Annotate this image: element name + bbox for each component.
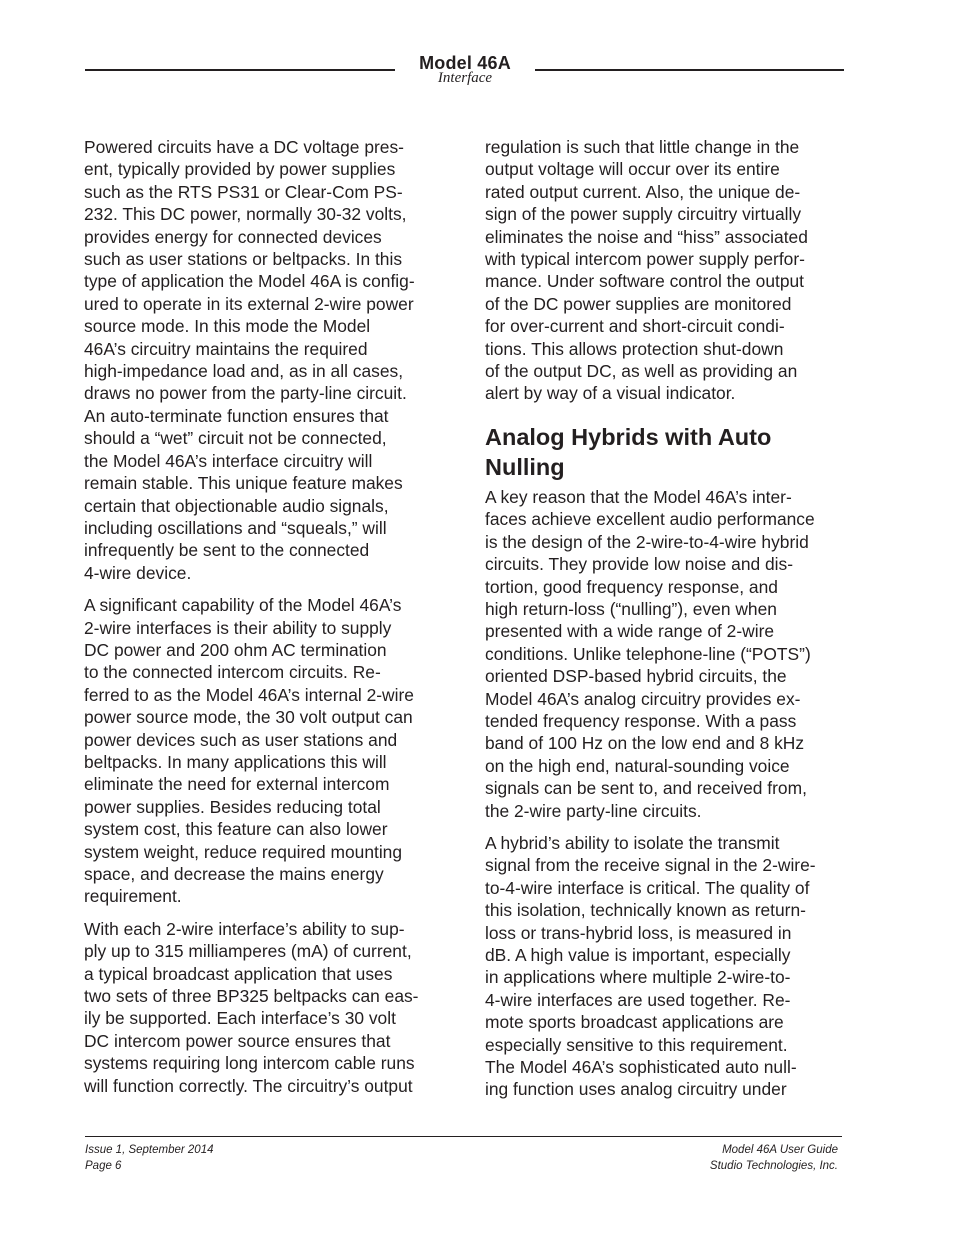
text-line: band of 100 Hz on the low end and 8 kHz — [485, 733, 805, 754]
header-model-subtitle: Interface — [437, 70, 493, 86]
text-line: such as user stations or beltpacks. In this — [84, 249, 403, 270]
text-line: ured to operate in its external 2-wire power — [84, 293, 414, 314]
text-line: 4-wire interfaces are used together. Re- — [485, 989, 791, 1010]
text-line: remain stable. This unique feature makes — [84, 473, 403, 494]
section-heading — [485, 422, 847, 482]
text-line: draws no power from the party-line circuit. — [84, 383, 407, 404]
text-line: mance. Under software control the output — [485, 271, 805, 292]
text-line: mote sports broadcast applications are — [485, 1012, 784, 1033]
text-line: power devices such as user stations and — [84, 729, 398, 750]
text-line: infrequently be sent to the connected — [84, 540, 370, 561]
text-line: system cost, this feature can also lower — [84, 819, 388, 840]
text-line: signals can be sent to, and received from, — [485, 778, 807, 799]
footer-rule — [85, 1136, 842, 1137]
text-line: The Model 46A’s sophisticated auto null- — [485, 1057, 797, 1078]
body-paragraph — [485, 832, 847, 1101]
text-line: systems requiring long intercom cable runs — [84, 1053, 415, 1074]
text-line: loss or trans-hybrid loss, is measured in — [485, 922, 792, 943]
text-line: this isolation, technically known as return- — [485, 900, 806, 921]
footer-page-number: Page 6 — [85, 1159, 122, 1172]
text-line: to-4-wire interface is critical. The quality of — [485, 877, 810, 898]
text-line: An auto-terminate function ensures that — [84, 405, 389, 426]
text-line: rated output current. Also, the unique de- — [485, 181, 801, 202]
text-line: A key reason that the Model 46A’s inter- — [485, 486, 792, 507]
text-line: ply up to 315 milliamperes (mA) of current, — [84, 941, 412, 962]
text-line: of the output DC, as well as providing an — [485, 361, 798, 382]
text-line: signal from the receive signal in the 2-wire- — [485, 855, 816, 876]
text-line: to the connected intercom circuits. Re- — [84, 662, 381, 683]
body-paragraph — [84, 136, 448, 584]
text-line: source mode. In this mode the Model — [84, 316, 371, 337]
text-line: beltpacks. In many applications this will — [84, 751, 387, 772]
text-line: for over-current and short-circuit condi- — [485, 316, 785, 337]
text-line: 232. This DC power, normally 30-32 volts, — [84, 204, 407, 225]
text-line: high-impedance load and, as in all cases, — [84, 361, 404, 382]
text-line: ing function uses analog circuitry under — [485, 1079, 787, 1100]
body-paragraph — [485, 136, 847, 405]
text-line: will function correctly. The circuitry’s output — [84, 1075, 413, 1096]
text-line: in applications where multiple 2-wire-to- — [485, 967, 791, 988]
text-line: regulation is such that little change in the — [485, 137, 800, 157]
text-line: tortion, good frequency response, and — [485, 576, 778, 597]
text-line: A hybrid’s ability to isolate the transmit — [485, 832, 780, 853]
text-line: oriented DSP-based hybrid circuits, the — [485, 666, 787, 687]
text-line: faces achieve excellent audio performance — [485, 509, 815, 530]
text-line: alert by way of a visual indicator. — [485, 383, 736, 404]
text-line: 4-wire device. — [84, 562, 192, 583]
heading-line: Analog Hybrids with Auto — [485, 423, 772, 450]
text-line: system weight, reduce required mounting — [84, 841, 403, 862]
text-line: the 2-wire party-line circuits. — [485, 800, 702, 821]
text-line: with typical intercom power supply perfor- — [485, 249, 805, 270]
text-line: the Model 46A’s interface circuitry will — [84, 450, 373, 471]
footer-right — [710, 1143, 838, 1174]
body-paragraph — [485, 486, 847, 822]
text-line: DC intercom power source ensures that — [84, 1030, 391, 1051]
header-rule-left — [85, 69, 395, 71]
text-line: sign of the power supply circuitry virtually — [485, 204, 802, 225]
text-line: a typical broadcast application that uses — [84, 963, 393, 984]
footer-issue: Issue 1, September 2014 — [85, 1144, 214, 1156]
text-line: power source mode, the 30 volt output can — [84, 707, 413, 728]
text-line: such as the RTS PS31 or Clear-Com PS- — [84, 181, 403, 202]
text-line: output voltage will occur over its entire — [485, 159, 780, 180]
footer-company: Studio Technologies, Inc. — [709, 1159, 838, 1172]
text-line: certain that objectionable audio signals, — [84, 495, 389, 516]
footer-guide-title: Model 46A User Guide — [722, 1144, 838, 1156]
header-rule-right — [535, 69, 844, 71]
text-line: type of application the Model 46A is config- — [84, 271, 415, 292]
text-line: ily be supported. Each interface’s 30 volt — [84, 1008, 396, 1029]
text-line: With each 2-wire interface’s ability to sup- — [84, 918, 405, 939]
text-line: should a “wet” circuit not be connected, — [84, 428, 387, 449]
text-line: especially sensitive to this requirement. — [485, 1034, 788, 1055]
text-line: tions. This allows protection shut-down — [485, 338, 784, 359]
text-line: requirement. — [84, 886, 182, 907]
body-paragraph — [84, 594, 448, 908]
text-line: on the high end, natural-sounding voice — [485, 755, 790, 776]
text-line: eliminates the noise and “hiss” associated — [485, 226, 808, 247]
text-line: is the design of the 2-wire-to-4-wire hybrid — [485, 531, 809, 552]
text-line: dB. A high value is important, especially — [485, 945, 791, 965]
text-line: Model 46A’s analog circuitry provides ex- — [485, 688, 801, 709]
text-line: eliminate the need for external intercom — [84, 774, 390, 795]
text-line: tended frequency response. With a pass — [485, 710, 797, 731]
text-line: space, and decrease the mains energy — [84, 864, 384, 884]
text-line: A significant capability of the Model 46A’s — [84, 595, 402, 616]
text-line: Powered circuits have a DC voltage pres- — [84, 137, 404, 157]
text-line: 2-wire interfaces is their ability to supply — [84, 617, 392, 638]
right-column — [485, 136, 847, 1111]
text-line: of the DC power supplies are monitored — [485, 293, 792, 314]
text-line: high return-loss (“nulling”), even when — [485, 598, 777, 619]
left-column — [84, 136, 448, 1107]
text-line: including oscillations and “squeals,” will — [84, 517, 387, 538]
text-line: DC power and 200 ohm AC termination — [84, 639, 387, 660]
text-line: power supplies. Besides reducing total — [84, 796, 381, 817]
text-line: 46A’s circuitry maintains the required — [84, 338, 368, 359]
heading-line: Nulling — [485, 453, 565, 480]
text-line: two sets of three BP325 beltpacks can eas- — [84, 986, 419, 1007]
text-line: circuits. They provide low noise and dis- — [485, 554, 794, 575]
text-line: presented with a wide range of 2-wire — [485, 621, 775, 642]
footer-left — [85, 1143, 214, 1174]
text-line: conditions. Unlike telephone-line (“POTS”) — [485, 643, 811, 664]
text-line: provides energy for connected devices — [84, 226, 382, 247]
text-line: ferred to as the Model 46A’s internal 2-wire — [84, 684, 414, 705]
text-line: ent, typically provided by power supplies — [84, 159, 396, 180]
body-paragraph — [84, 918, 448, 1097]
header-model-title: Model 46A — [419, 53, 511, 73]
